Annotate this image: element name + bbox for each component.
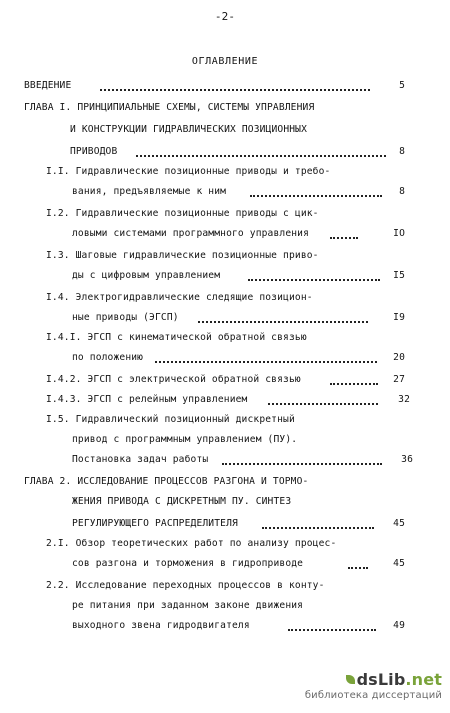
toc-page-2-2: 49 (393, 620, 405, 631)
toc-page-2-1: 45 (393, 558, 405, 569)
toc-entry-ch2-line-3: РЕГУЛИРУЮЩЕГО РАСПРЕДЕЛИТЕЛЯ (72, 518, 238, 529)
toc-entry-1-3-line-1: I.3. Шаговые гидравлические позиционные приво- (46, 250, 319, 261)
toc-entry-1-5-line-1: I.5. Гидравлический позиционный дискретный (46, 414, 295, 425)
toc-entry-2-2-line-1: 2.2. Исследование переходных процессов в конту- (46, 580, 325, 591)
toc-entry-1-5-line-3: Постановка задач работы (72, 454, 209, 465)
toc-page-1-4: I9 (393, 312, 405, 323)
leader-dots (100, 89, 370, 91)
toc-page-1-3: I5 (393, 270, 405, 281)
toc-entry-1-1-line-2: вания, предъявляемые к ним (72, 186, 227, 197)
toc-entry-1-2-line-1: I.2. Гидравлические позиционные приводы с цик- (46, 208, 319, 219)
toc-page-ch2: 45 (393, 518, 405, 529)
watermark-brand: dsLib.net (305, 670, 442, 689)
page-number: -2- (214, 10, 236, 23)
leader-dots (250, 195, 382, 197)
toc-entry-1-4-1-line-1: I.4.I. ЭГСП с кинематической обратной связью (46, 332, 307, 343)
toc-page-1-5: 36 (401, 454, 413, 465)
leaf-icon (346, 675, 355, 684)
toc-page-1-1: 8 (399, 186, 405, 197)
toc-entry-1-5-line-2: привод с программным управлением (ПУ). (72, 434, 298, 445)
toc-entry-1-4-line-2: ные приводы (ЭГСП) (72, 312, 179, 323)
leader-dots (222, 463, 382, 465)
toc-entry-2-2-line-3: выходного звена гидродвигателя (72, 620, 250, 631)
toc-entry-intro-line-1: ВВЕДЕНИЕ (24, 80, 72, 91)
toc-entry-1-4-1-line-2: по положению (72, 352, 144, 363)
leader-dots (198, 321, 368, 323)
toc-entry-1-4-3-line-1: I.4.3. ЭГСП с релейным управлением (46, 394, 248, 405)
toc-entry-1-4-line-1: I.4. Электрогидравлические следящие позицион- (46, 292, 313, 303)
leader-dots (248, 279, 380, 281)
toc-entry-1-2-line-2: ловыми системами программного управления (72, 228, 310, 239)
toc-entry-ch1-line-2: И КОНСТРУКЦИИ ГИДРАВЛИЧЕСКИХ ПОЗИЦИОННЫХ (70, 124, 308, 135)
toc-entry-2-1-line-1: 2.I. Обзор теоретических работ по анализу процес- (46, 538, 337, 549)
toc-page-1-2: IO (393, 228, 405, 239)
toc-page-1-4-2: 27 (393, 374, 405, 385)
leader-dots (348, 567, 368, 569)
toc-entry-ch2-line-1: ГЛАВА 2. ИССЛЕДОВАНИЕ ПРОЦЕССОВ РАЗГОНА И ТОРМО- (24, 476, 309, 487)
toc-entry-ch2-line-2: ЖЕНИЯ ПРИВОДА С ДИСКРЕТНЫМ ПУ. СИНТЕЗ (72, 496, 292, 507)
leader-dots (330, 237, 358, 239)
toc-entry-1-1-line-1: I.I. Гидравлические позиционные приводы и требо- (46, 166, 331, 177)
toc-page-intro: 5 (399, 80, 405, 91)
leader-dots (288, 629, 376, 631)
watermark-tagline: библиотека диссертаций (304, 690, 442, 701)
toc-heading: ОГЛАВЛЕНИЕ (191, 56, 259, 67)
leader-dots (155, 361, 377, 363)
watermark (305, 670, 442, 701)
toc-entry-ch1-line-3: ПРИВОДОВ (70, 146, 118, 157)
toc-page-1-4-3: 32 (398, 394, 410, 405)
leader-dots (330, 383, 378, 385)
leader-dots (136, 155, 386, 157)
leader-dots (268, 403, 378, 405)
toc-entry-1-3-line-2: ды с цифровым управлением (72, 270, 221, 281)
toc-entry-1-4-2-line-1: I.4.2. ЭГСП с электрической обратной связью (46, 374, 301, 385)
toc-entry-2-2-line-2: ре питания при заданном законе движения (72, 600, 304, 611)
toc-page-ch1: 8 (399, 146, 405, 157)
leader-dots (262, 527, 374, 529)
toc-entry-ch1-line-1: ГЛАВА I. ПРИНЦИПИАЛЬНЫЕ СХЕМЫ, СИСТЕМЫ УПРАВЛЕНИЯ (24, 102, 315, 113)
toc-entry-2-1-line-2: сов разгона и торможения в гидроприводе (72, 558, 304, 569)
toc-page-1-4-1: 20 (393, 352, 405, 363)
